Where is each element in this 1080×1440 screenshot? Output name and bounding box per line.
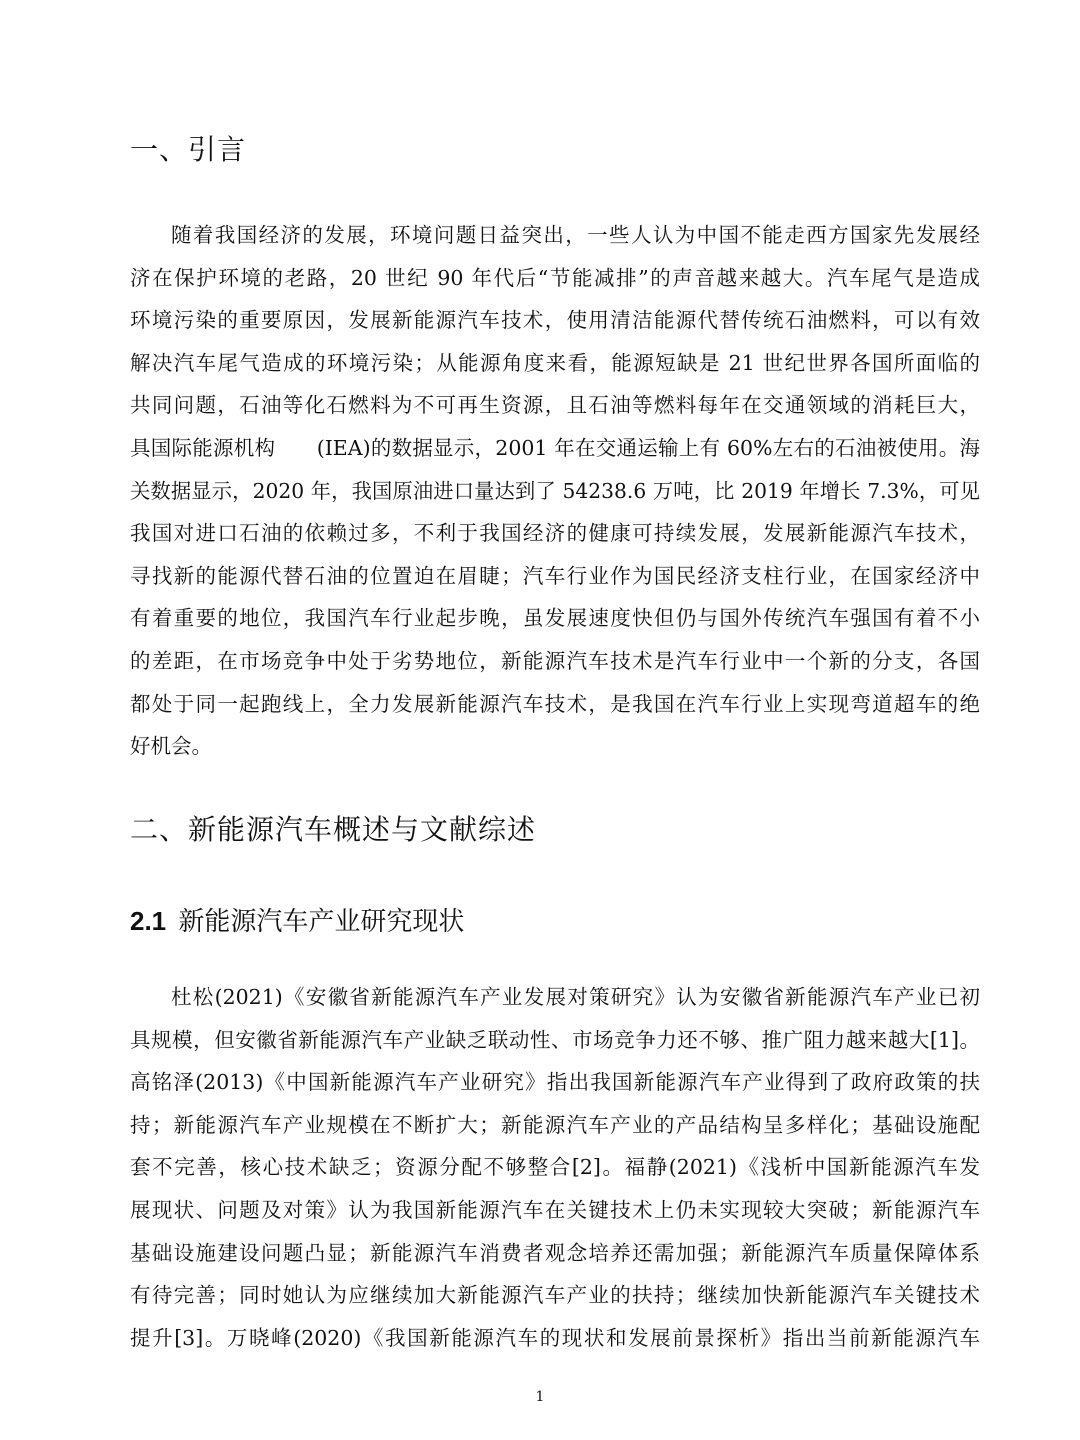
subsection-title: 新能源汽车产业研究现状 [178, 907, 465, 937]
paragraph-line: 环境污染的重要原因，发展新能源汽车技术，使用清洁能源代替传统石油燃料，可以有效 [130, 308, 980, 333]
paragraph-line: 杜松(2021)《安徽省新能源汽车产业发展对策研究》认为安徽省新能源汽车产业已初 [171, 985, 980, 1009]
section-heading-introduction: 一、引言 [130, 133, 247, 166]
paragraph-line: 我国对进口石油的依赖过多，不利于我国经济的健康可持续发展，发展新能源汽车技术， [130, 521, 980, 546]
paragraph-line: 济在保护环境的老路，20 世纪 90 年代后“节能减排”的声音越来越大。汽车尾气是造成 [130, 265, 980, 290]
paragraph-line: 有着重要的地位，我国汽车行业起步晚，虽发展速度快但仍与国外传统汽车强国有着不小 [130, 606, 980, 631]
paragraph-line: 都处于同一起跑线上，全力发展新能源汽车技术，是我国在汽车行业上实现弯道超车的绝 [130, 691, 980, 716]
paragraph-line: 的差距，在市场竞争中处于劣势地位，新能源汽车技术是汽车行业中一个新的分支，各国 [130, 648, 980, 673]
paragraph-line: 有待完善；同时她认为应继续加大新能源汽车产业的扶持；继续加快新能源汽车关键技术 [130, 1283, 980, 1308]
literature-review-paragraph [130, 976, 980, 1359]
paragraph-line: 寻找新的能源代替石油的位置迫在眉睫；汽车行业作为国民经济支柱行业，在国家经济中 [130, 563, 980, 588]
section-heading-overview: 二、新能源汽车概述与文献综述 [130, 813, 537, 846]
paragraph-line: 好机会。 [130, 734, 212, 759]
paragraph-line: 随着我国经济的发展，环境问题日益突出，一些人认为中国不能走西方国家先发展经 [171, 223, 980, 247]
paragraph-line: 套不完善，核心技术缺乏；资源分配不够整合[2]。福静(2021)《浅析中国新能源汽车发 [130, 1155, 980, 1180]
paragraph-line: 解决汽车尾气造成的环境污染；从能源角度来看，能源短缺是 21 世纪世界各国所面临的 [130, 350, 980, 375]
subsection-number: 2.1 [130, 906, 167, 936]
subsection-heading [130, 904, 464, 939]
paragraph-line: 展现状、问题及对策》认为我国新能源汽车在关键技术上仍未实现较大突破；新能源汽车 [130, 1197, 980, 1222]
page-number: 1 [535, 1389, 545, 1405]
paragraph-line: 具国际能源机构 (IEA)的数据显示，2001 年在交通运输上有 60%左右的石油被使用。海 [130, 435, 980, 460]
paragraph-line: 基础设施建设问题凸显；新能源汽车消费者观念培养还需加强；新能源汽车质量保障体系 [130, 1240, 980, 1265]
paragraph-line: 持；新能源汽车产业规模在不断扩大；新能源汽车产业的产品结构呈多样化；基础设施配 [130, 1112, 980, 1137]
paragraph-line: 高铭泽(2013)《中国新能源汽车产业研究》指出我国新能源汽车产业得到了政府政策的扶 [130, 1070, 980, 1095]
paragraph-line: 具规模，但安徽省新能源汽车产业缺乏联动性、市场竞争力还不够、推广阻力越来越大[1]。 [130, 1027, 980, 1052]
paragraph-line: 提升[3]。万晓峰(2020)《我国新能源汽车的现状和发展前景探析》指出当前新能源汽车 [130, 1325, 980, 1350]
paragraph-line: 共同问题，石油等化石燃料为不可再生资源，且石油等燃料每年在交通领域的消耗巨大， [130, 393, 980, 418]
paragraph-line: 关数据显示，2020 年，我国原油进口量达到了 54238.6 万吨，比 2019 年增长 7.3%，可见 [130, 478, 980, 503]
introduction-paragraph [130, 214, 980, 768]
